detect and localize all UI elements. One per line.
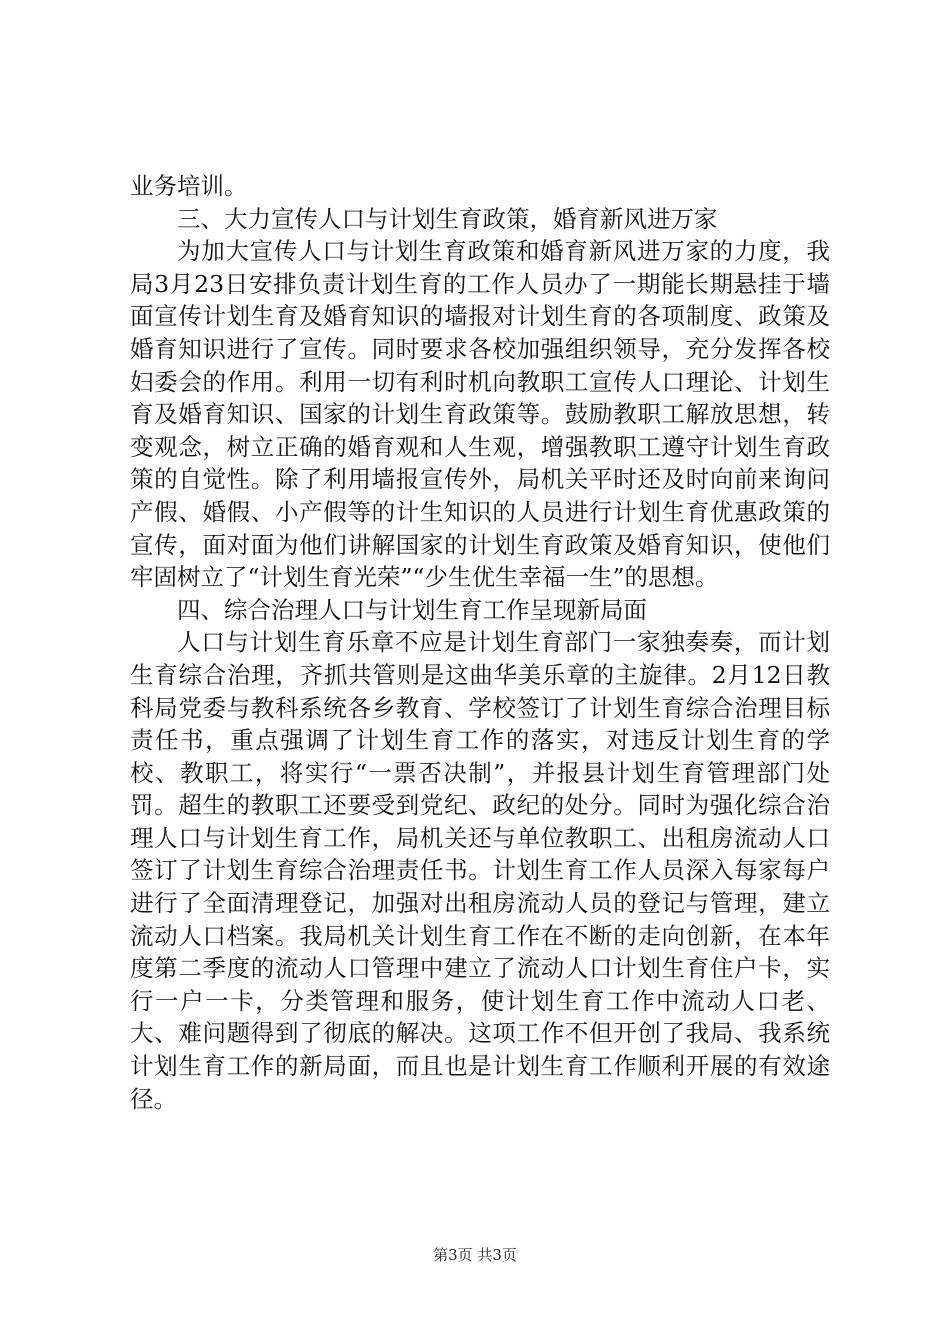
page-footer: 第3页 共3页 bbox=[433, 1246, 517, 1264]
paragraph-propaganda: 为加大宣传人口与计划生育政策和婚育新风进万家的力度，我局3月23日安排负责计划生育的工作人员办了一期能长期悬挂于墙面宣传计划生育及婚育知识的墙报对计划生育的各项制度、政策及婚育知识进行了宣传。同时要求各校加强组织领导，充分发挥各校妇委会的作用。利用一切有利时机向教职工宣传人口理论、计划生育及婚育知识、国家的计划生育政策等。鼓励教职工解放思想，转变观念，树立正确的婚育观和人生观，增强教职工遵守计划生育政策的自觉性。除了利用墙报宣传外，局机关平时还及时向前来询问产假、婚假、小产假等的计生知识的人员进行计划生育优惠政策的宣传，面对面为他们讲解国家的计划生育政策及婚育知识，使他们牢固树立了“计划生育光荣”“少生优生幸福一生”的思想。 bbox=[130, 237, 830, 592]
paragraph-comprehensive-governance: 人口与计划生育乐章不应是计划生育部门一家独奏奏，而计划生育综合治理，齐抓共管则是这曲华美乐章的主旋律。2月12日教科局党委与教科系统各乡教育、学校签订了计划生育综合治理目标责任书，重点强调了计划生育工作的落实，对违反计划生育的学校、教职工，将实行“一票否决制”，并报县计划生育管理部门处罚。超生的教职工还要受到党纪、政纪的处分。同时为强化综合治理人口与计划生育工作，局机关还与单位教职工、出租房流动人口签订了计划生育综合治理责任书。计划生育工作人员深入每家每户进行了全面清理登记，加强对出租房流动人员的登记与管理，建立流动人口档案。我局机关计划生育工作在不断的走向创新，在本年度第二季度的流动人口管理中建立了流动人口计划生育住户卡，实行一户一卡，分类管理和服务，使计划生育工作中流动人口老、大、难问题得到了彻底的解决。这项工作不但开创了我局、我系统计划生育工作的新局面，而且也是计划生育工作顺利开展的有效途径。 bbox=[130, 628, 830, 1113]
section-heading-3: 三、大力宣传人口与计划生育政策，婚育新风进万家 bbox=[177, 204, 718, 233]
section-heading-4: 四、综合治理人口与计划生育工作呈现新局面 bbox=[177, 595, 647, 624]
paragraph-continuation: 业务培训。 bbox=[130, 172, 248, 200]
document-body bbox=[130, 170, 830, 1115]
